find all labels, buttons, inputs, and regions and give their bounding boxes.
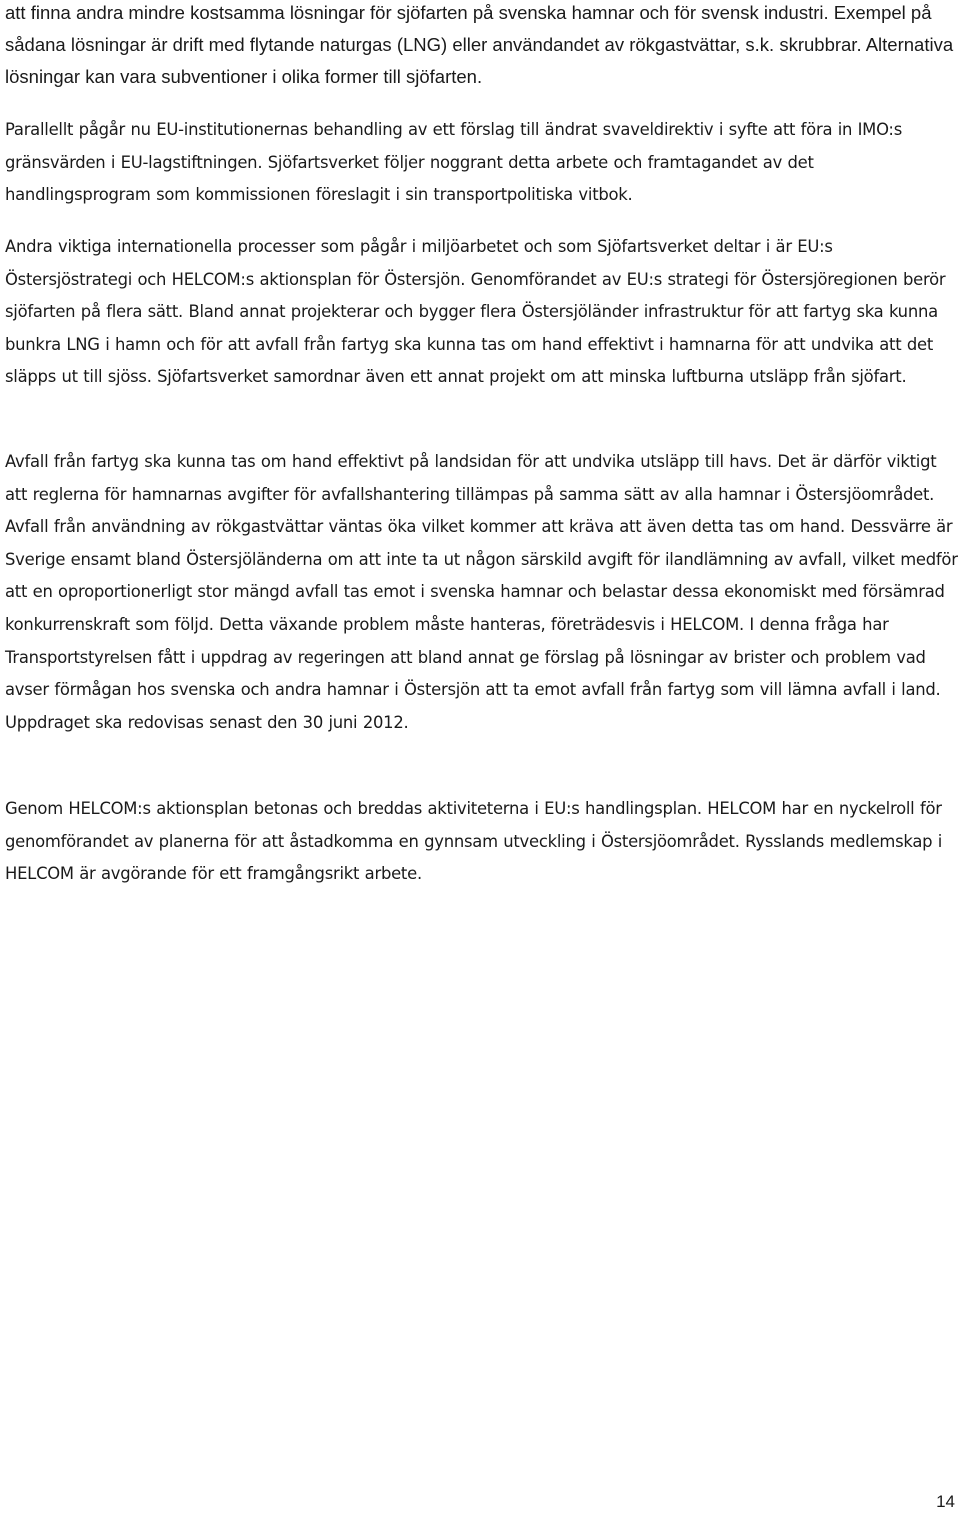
paragraph-baltic-strategy: Andra viktiga internationella processer som pågår i miljöarbetet och som Sjöfartsverket deltar i är EU:s Östersjöstrategi och HELCOM:s aktionsplan för Östersjön. Genomförandet av EU:s strategi för Östersjöregionen berör sjöfarten på flera sätt. Bland annat projekterar och bygger flera Östersjöländer infrastruktur för att fartyg ska kunna bunkra LNG i hamn och för att avfall från fartyg ska kunna tas om hand effektivt i hamnarna för att undvika att det släpps ut till sjöss. Sjöfartsverket samordnar även ett annat projekt om att minska luftburna utsläpp från sjöfart. bbox=[5, 237, 946, 387]
paragraph-sulphur-directive: Parallellt pågår nu EU-institutionernas behandling av ett förslag till ändrat svaveldirektiv i syfte att föra in IMO:s gränsvärden i EU-lagstiftningen. Sjöfartsverket följer noggrant detta arbete och framtagandet av det handlingsprogram som kommissionen föreslagit i sin transportpolitiska vitbok. bbox=[5, 120, 902, 205]
paragraph-ship-waste: Avfall från fartyg ska kunna tas om hand effektivt på landsidan för att undvika utsläpp till havs. Det är därför viktigt att reglerna för hamnarnas avgifter för avfallshantering tillämpas på samma sätt av alla hamnar i Östersjöområdet. Avfall från användning av rökgastvättar väntas öka vilket kommer att kräva att även detta tas om hand. Dessvärre är Sverige ensamt bland Östersjöländerna om att inte ta ut någon särskild avgift för ilandlämning av avfall, vilket medför att en oproportionerligt stor mängd avfall tas emot i svenska hamnar och belastar dessa ekonomiskt med försämrad konkurrenskraft som följd. Detta växande problem måste hanteras, företrädesvis i HELCOM. I denna fråga har Transportstyrelsen fått i uppdrag av regeringen att bland annat ge förslag på lösningar av brister och problem vad avser förmågan hos svenska och andra hamnar i Östersjön att ta emot avfall från fartyg som vill lämna avfall i land. Uppdraget ska redovisas senast den 30 juni 2012. bbox=[5, 452, 958, 732]
page-number: 14 bbox=[936, 1492, 955, 1511]
document-page bbox=[5, 0, 960, 884]
intro-paragraph: att finna andra mindre kostsamma lösningar för sjöfarten på svenska hamnar och för svensk industri. Exempel på sådana lösningar är drift med flytande naturgas (LNG) eller användandet av rökgastvättar, s.k. skrubbrar. Alternativa lösningar kan vara subventioner i olika former till sjöfarten. bbox=[5, 2, 954, 87]
paragraph-helcom: Genom HELCOM:s aktionsplan betonas och breddas aktiviteterna i EU:s handlingsplan. HELCOM har en nyckelroll för genomförandet av planerna för att åstadkomma en gynnsam utveckling i Östersjöområdet. Rysslands medlemskap i HELCOM är avgörande för ett framgångsrikt arbete. bbox=[5, 799, 943, 884]
